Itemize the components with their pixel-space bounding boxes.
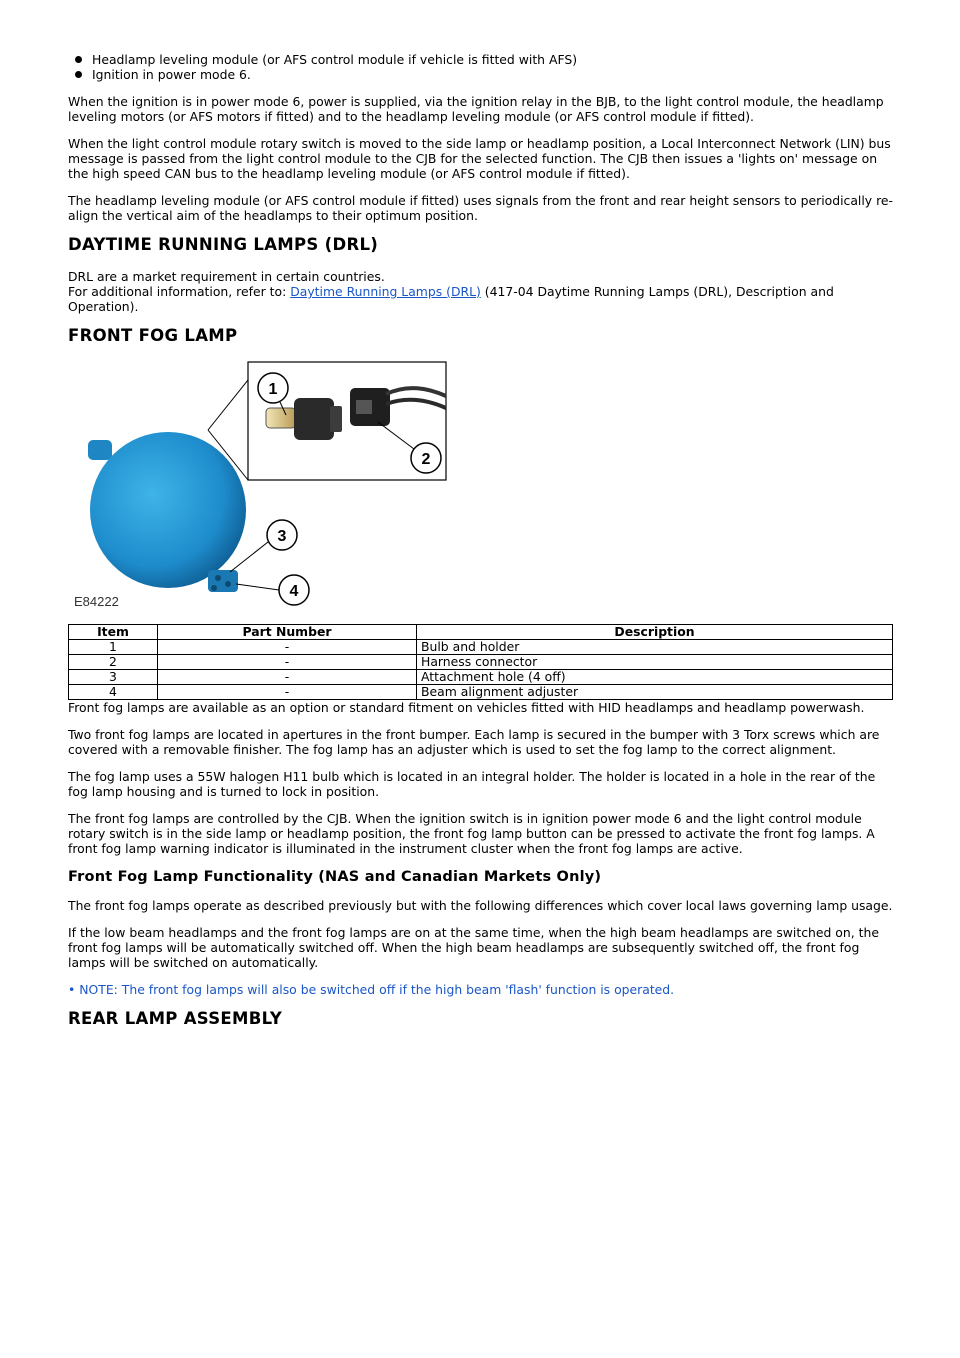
parts-table [68, 624, 893, 700]
cell-description: Harness connector [417, 655, 893, 670]
drl-paragraph [68, 269, 896, 314]
paragraph: If the low beam headlamps and the front fog lamps are on at the same time, when the high beam headlamps are switched on, the front fog lamps will be automatically switched off. When the high beam headlamps are subsequently switched off, the front fog lamps will be switched on automatically. [68, 925, 879, 970]
table-header-row [69, 625, 893, 640]
list-item: Ignition in power mode 6. [92, 67, 896, 82]
cell-item: 3 [69, 670, 158, 685]
table-row [69, 685, 893, 700]
cell-item: 4 [69, 685, 158, 700]
cell-part-number: - [158, 670, 417, 685]
cell-part-number: - [158, 685, 417, 700]
bullet-list [68, 52, 896, 82]
note-text: • NOTE: The front fog lamps will also be switched off if the high beam 'flash' function is operated. [68, 982, 675, 997]
callout-1: 1 [268, 381, 278, 398]
drl-reference-link[interactable]: Daytime Running Lamps (DRL) [290, 284, 481, 299]
section-heading-nas: Front Fog Lamp Functionality (NAS and Canadian Markets Only) [68, 869, 602, 885]
paragraph: When the ignition is in power mode 6, power is supplied, via the ignition relay in the BJB, to the light control module, the headlamp leveling motors (or AFS motors if fitted) and to the headlamp leveling module (or AFS control module if fitted). [68, 94, 884, 124]
column-header: Part Number [158, 625, 417, 640]
cell-description: Beam alignment adjuster [417, 685, 893, 700]
column-header: Description [417, 625, 893, 640]
paragraph: Front fog lamps are available as an option or standard fitment on vehicles fitted with HID headlamps and headlamp powerwash. [68, 700, 865, 715]
cell-item: 2 [69, 655, 158, 670]
fog-lamp-figure [68, 360, 448, 610]
table-row [69, 655, 893, 670]
drl-ref-suffix: (417-04 Daytime Running Lamps (DRL), Description and Operation). [68, 284, 834, 314]
table-row [69, 670, 893, 685]
inset-leader-line [208, 380, 248, 430]
table-row [69, 640, 893, 655]
figure-label: E84222 [74, 594, 119, 609]
list-item: Headlamp leveling module (or AFS control module if vehicle is fitted with AFS) [92, 52, 896, 67]
paragraph: The front fog lamps are controlled by the CJB. When the ignition switch is in ignition power mode 6 and the light control module rotary switch is in the side lamp or headlamp position, the front fog lamp button can be pressed to activate the front fog lamps. A front fog lamp warning indicator is illuminated in the instrument cluster when the front fog lamps are active. [68, 811, 875, 856]
document-body [68, 52, 896, 1043]
section-heading-drl: DAYTIME RUNNING LAMPS (DRL) [68, 235, 379, 254]
cell-description: Bulb and holder [417, 640, 893, 655]
paragraph: The headlamp leveling module (or AFS control module if fitted) uses signals from the front and rear height sensors to periodically re-align the vertical aim of the headlamps to their optimum position. [68, 193, 893, 223]
cell-item: 1 [69, 640, 158, 655]
cell-description: Attachment hole (4 off) [417, 670, 893, 685]
drl-ref-prefix: For additional information, refer to: [68, 284, 291, 299]
cell-part-number: - [158, 640, 417, 655]
section-heading-fog: FRONT FOG LAMP [68, 326, 238, 345]
callout-3: 3 [277, 528, 287, 545]
cell-part-number: - [158, 655, 417, 670]
column-header: Item [69, 625, 158, 640]
paragraph: The fog lamp uses a 55W halogen H11 bulb which is located in an integral holder. The holder is located in a hole in the rear of the fog lamp housing and is turned to lock in position. [68, 769, 876, 799]
paragraph: When the light control module rotary switch is moved to the side lamp or headlamp position, a Local Interconnect Network (LIN) bus message is passed from the light control module to the CJB for the selected function. The CJB then issues a 'lights on' message on the high speed CAN bus to the headlamp leveling module (or AFS control module if fitted). [68, 136, 891, 181]
paragraph: The front fog lamps operate as described previously but with the following differences which cover local laws governing lamp usage. [68, 898, 893, 913]
section-heading-rear-lamp: REAR LAMP ASSEMBLY [68, 1009, 283, 1028]
callout-4: 4 [289, 583, 299, 600]
fog-lamp-illustration [68, 360, 448, 610]
callout-2: 2 [421, 451, 431, 468]
fog-lamp-housing [88, 432, 246, 592]
paragraph: Two front fog lamps are located in apertures in the front bumper. Each lamp is secured in the bumper with 3 Torx screws which are covered with a removable finisher. The fog lamp has an adjuster which is used to set the fog lamp to the correct alignment. [68, 727, 880, 757]
drl-line: DRL are a market requirement in certain countries. [68, 269, 385, 284]
